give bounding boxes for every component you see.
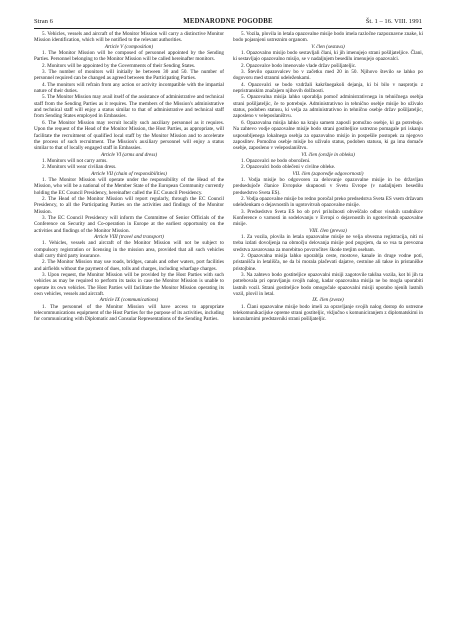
slovene-article-heading: IX. člen (zveze) bbox=[312, 297, 344, 304]
english-paragraph: 1. Monitors will not carry arms. bbox=[42, 157, 108, 164]
slovene-paragraph: 1. Za vozila, plovila in letala opazovalne misije ne velja obvezna registracija, niti ni treba izdati dovoljenja na območju delovanja misije pod pogojem, da so vsa ta prevozna sredstva zavarovana za morebitno povzročitev škode tretjim osebam. bbox=[233, 234, 423, 253]
slovene-paragraph: 1. Vodja misije bo odgovoren za delovanje opazovalne misije in bo državljan predsedujoče članice Evropske skupnosti v Svetu Evrope (v nadaljnjem besedilu predsedstvo Sveta ES). bbox=[233, 176, 423, 196]
slovene-article-heading: V. člen (sestava) bbox=[311, 43, 345, 50]
slovene-article-heading: VII. člen (zaporedje odgovornosti) bbox=[292, 170, 364, 177]
english-article-heading: Article VI (arms and dress) bbox=[100, 151, 158, 158]
slovene-paragraph: 1. Opazovalci ne bodo oboroženi. bbox=[241, 157, 311, 164]
english-paragraph: 2. Monitors will wear civilian dress. bbox=[42, 164, 117, 171]
english-article-heading: Article VIII (travel and transport) bbox=[94, 234, 164, 240]
slovene-paragraph: 2. Opazovalce bodo imenovale vlade držav pošiljateljic. bbox=[241, 62, 357, 69]
english-paragraph: 2. The Head of the Monitor Mission will report regularly, through the EC Council Presidency, to all the Participating Parties on the activities and findings of the Monitor Mission. bbox=[34, 195, 224, 215]
header-rule bbox=[34, 28, 422, 29]
english-paragraph: 4. The monitors will refrain from any action or activity incompatible with the impartial nature of their duties. bbox=[34, 81, 224, 95]
slovene-paragraph: 1. Opazovalno misijo bodo sestavljali člani, ki jih imenujejo strani pošiljateljice. Člani, ki sestavljajo opazovalno misijo, se v nadaljnjem besedilu imenujejo opazovalci. bbox=[233, 50, 423, 63]
english-paragraph: 5. Vehicles, vessels and aircraft of the Monitor Mission will carry a distinctive Monitor Mission identification, which will be notified to the relevant authorities. bbox=[34, 31, 224, 44]
slovene-paragraph: 2. Vodja opazovalne misije bo redno poročal preko predsedstva Sveta ES vsem državam udeleženkam o dejavnostih in ugotovitvah opazovalne misije. bbox=[233, 195, 423, 209]
english-paragraph: 2. Monitors will be appointed by the Governments of their Sending States. bbox=[42, 62, 196, 69]
english-paragraph: 5. The Monitor Mission may avail itself of the assistance of administrative and technical staff from the Sending Parties as it requires. The members of the Mission's administrative and technical staff will enjoy a status similar to that of administrative and technical staff from Sending States employed in Embassies. bbox=[34, 94, 224, 120]
slovene-article-heading: VIII. člen (prevoz) bbox=[309, 227, 347, 234]
english-article-heading: Article IX (communications) bbox=[99, 297, 159, 304]
english-column bbox=[34, 31, 224, 323]
slovene-paragraph: 4. Opazovalci se bodo vzdržali kakršnegakoli dejanja, ki bi bilo v nasprotju z nepristranskim značajem njihovih dolžnosti. bbox=[233, 81, 423, 95]
slovene-column bbox=[233, 31, 423, 323]
english-paragraph: 1. The personnel of the Monitor Mission will have access to appropriate telecommunications equipment of the Host Parties for the purpose of its activities, including for communicating with Diplomatic and Consular Representations of the Sending Parties. bbox=[34, 303, 224, 323]
slovene-paragraph: 3. Na zahtevo bodo gostiteljice opazovalni misiji zagotovile takšna vozila, kot bi jih ta potrebovala pri opravljanju svojih nalog, kadar opazovalna misija ne bo mogla uporabiti lastnih vozil. Strani gostiteljice bodo omogočale opazovalni misiji uporabo njenih lastnih vozil, plovil in letal. bbox=[233, 272, 423, 298]
english-paragraph: 6. The Monitor Mission may recruit locally such auxiliary personnel as it requires. Upon the request of the Head of the Monitor Mission, the Host Parties, as appropriate, will facilitate the recruitment of qualified local staff by the Monitor Mission and to accelerate the process of such recruitment. The Mission's auxiliary personnel will enjoy a status similar to that of locally engaged staff in Embassies. bbox=[34, 119, 224, 152]
issue-date: Št. 1 – 16. VIII. 1991 bbox=[365, 18, 422, 25]
slovene-paragraph: 6. Opazovalna misija lahko na kraju samem zaposli pomožno osebje, ki ga potrebuje. Na zahtevo vodje opazovalne misije bodo strani gostiteljice ustrezno pomagale pri iskanju usposobljenega lokalnega osebja za opazovalno misijo in pospešile postopek za njegovo zaposlitev. Pomožno osebje misije bo uživalo status, podoben statusu, ki ga ima domače osebje, zaposleno v veleposlaništvu. bbox=[233, 119, 423, 152]
english-paragraph: 1. Vehicles, vessels and aircraft of the Monitor Mission will not be subject to compulsory registration or licensing in the mission area, provided that all such vehicles shall carry third party insurance. bbox=[34, 240, 224, 260]
english-paragraph: 3. Upon request, the Monitor Mission will be provided by the Host Parties with such vehicles as may be required to perform its tasks in case the Monitor Mission is unable to operate its own vehicles. The Host Parties will facilitate the Monitor Mission operating its own vehicles, vessels and aircraft. bbox=[34, 272, 224, 298]
page-number: Stran 6 bbox=[34, 18, 53, 25]
publication-title: MEDNARODNE POGODBE bbox=[183, 18, 273, 25]
page-header bbox=[34, 17, 422, 27]
english-paragraph: 3. The EC Council Presidency will inform the Committee of Senior Officials of the Conference on Security and Co-operation in Europe at the earliest opportunity on the activities and findings of the Monitor Mission. bbox=[34, 214, 224, 234]
slovene-paragraph: 5. Opazovalna misija lahko uporablja pomoč administrativnega in tehničnega osebja strani pošiljateljic, če to potrebuje. Administrativno in tehnično osebje misije bo uživalo status, podoben statusu, ki velja za administrativno in tehnično osebje držav pošiljateljic, zaposleno v veleposlaništvu. bbox=[233, 94, 423, 120]
slovene-article-heading: VI. člen (orožje in obleka) bbox=[301, 151, 355, 158]
slovene-paragraph: 2. Opazovalna misija lahko uporablja ceste, mostove, kanale in druge vodne poti, pristanišča in letališča, ne da bi morala plačevati dajatve, cestnine ali takse in pristaniške pristojbine. bbox=[233, 253, 423, 272]
slovene-paragraph: 1. Člani opazovalne misije bodo imeli za opravljanje svojih nalog dostop do ustrezne telekomunikacijske opreme strani gostiteljic, vključno s komuniciranjem z diplomatskimi in konzularnimi predstavniki strani pošiljateljic. bbox=[233, 303, 423, 323]
english-paragraph: 1. The Monitor Mission will be composed of personnel appointed by the Sending Parties. Personnel belonging to the Monitor Mission will be called hereinafter monitors. bbox=[34, 50, 224, 63]
english-paragraph: 1. The Monitor Mission will operate under the responsibility of the Head of the Mission, who will be a national of the Member State of the European Community currently holding the EC Council Presidency, hereinafter called the EC Council Presidency. bbox=[34, 176, 224, 196]
english-article-heading: Article V (composition) bbox=[104, 43, 154, 50]
slovene-paragraph: 5. Vozila, plovila in letala opazovalne misije bodo imela razločne razpoznavne znake, ki bodo pojasnjeni ustreznim organom. bbox=[233, 31, 423, 44]
slovene-paragraph: 2. Opazovalci bodo oblečeni v civilne obleke. bbox=[241, 164, 336, 171]
slovene-paragraph: 3. Število opazovalcev bo v začetku med 20 in 50. Njihovo število se lahko po dogovoru med stranmi udeleženkami. bbox=[233, 69, 423, 82]
slovene-paragraph: 3. Predsedstvo Sveta ES bo ob prvi priložnosti obveščalo odbor visokih uradnikov Konference o varnosti in sodelovanju v Evropi o dejavnostih in ugotovitvah opazovalne misije. bbox=[233, 208, 423, 228]
english-paragraph: 3. The number of monitors will initially be between 30 and 50. The number of personnel required can be changed as agreed between the Participating Parties. bbox=[34, 69, 224, 82]
english-paragraph: 2. The Monitor Mission may use roads, bridges, canals and other waters, port facilities and airfields without the payment of dues, tolls and charges, including wharfage charges. bbox=[34, 259, 224, 272]
english-article-heading: Article VII (chain of responsibilities) bbox=[91, 170, 167, 177]
